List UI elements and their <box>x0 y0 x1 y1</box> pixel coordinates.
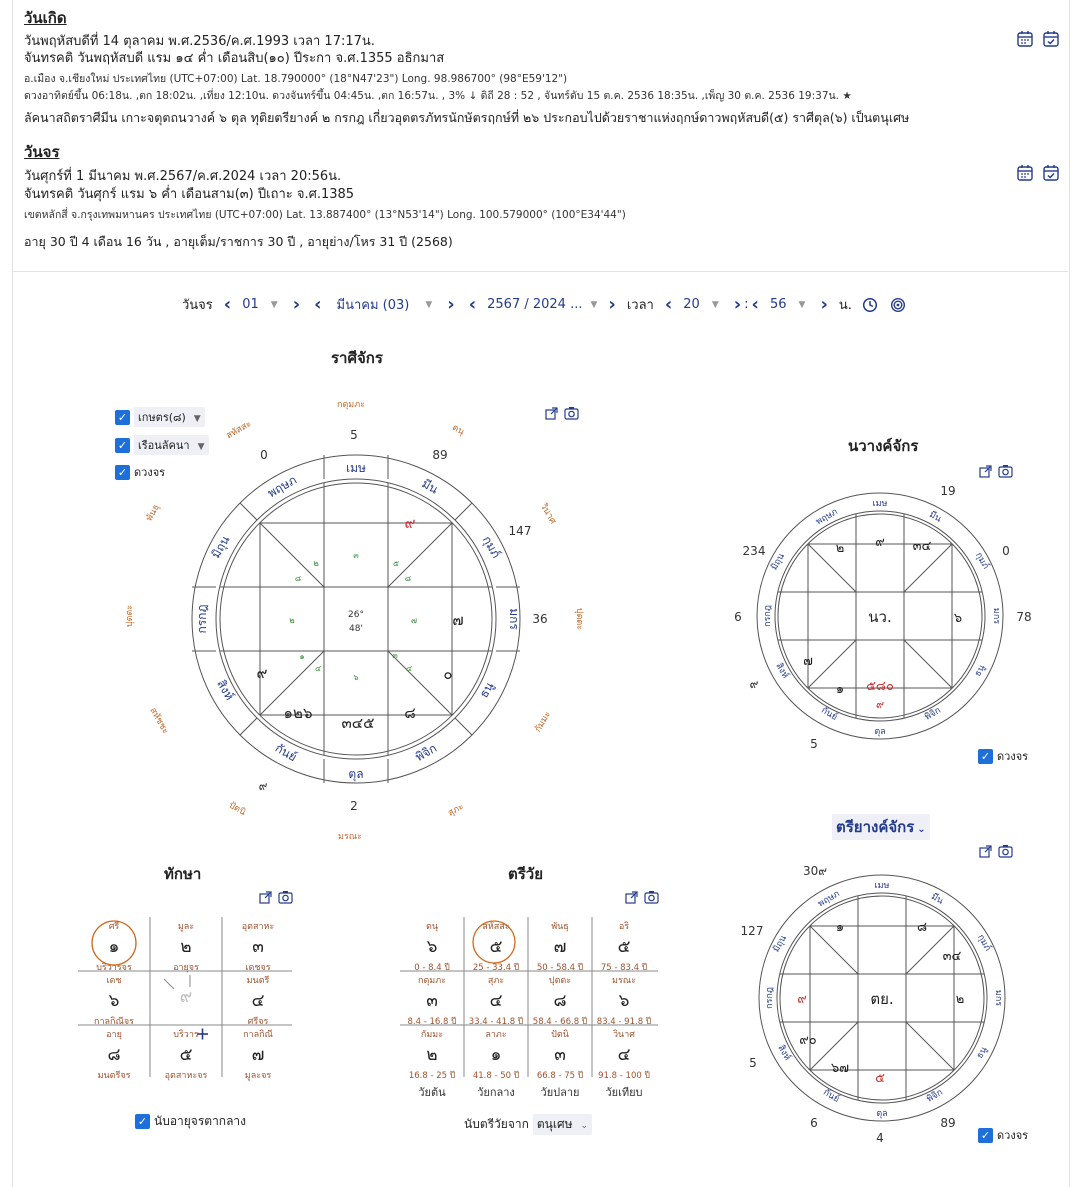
outer-number: 30๙ <box>802 864 828 878</box>
triwai-cell-range: 0 - 8.4 ปี <box>414 963 450 973</box>
taksa-cell <box>78 1027 150 1082</box>
bhava-label: ตนุ <box>450 422 466 438</box>
checkbox-checked-icon[interactable]: ✓ <box>135 1114 150 1129</box>
taksa-title: ทักษา <box>164 865 202 883</box>
hour-prev-button[interactable]: ‹ <box>664 294 673 315</box>
triwai-count-value[interactable]: ตนุเศษ <box>536 1117 573 1131</box>
treyang-chart <box>730 858 1030 1148</box>
triwai-title: ตรีวัย <box>508 865 544 883</box>
house-label: มกร <box>993 989 1003 1007</box>
triwai-cell-value: ๔ <box>617 1045 631 1065</box>
svg-text:๖: ๖ <box>353 673 359 682</box>
triwai-cell-value: ๕ <box>617 937 631 957</box>
transit-date-nav <box>178 294 906 315</box>
outer-number: 78 <box>1016 610 1032 624</box>
taksa-cell <box>78 973 150 1028</box>
chevron-down-icon[interactable]: ▼ <box>197 442 205 452</box>
planet-label: ๙ <box>797 992 807 1007</box>
clock-icon[interactable] <box>862 297 878 313</box>
outer-number: 0 <box>260 448 268 462</box>
triwai-cell-range: 50 - 58.4 ปี <box>536 963 584 973</box>
triwai-cell-top: สุภะ <box>487 976 505 986</box>
transit-toggle-label: ดวงจร <box>134 466 166 479</box>
planet-label: ๘ <box>404 704 416 722</box>
house-label: มิถุน <box>769 551 787 573</box>
rasi-chart <box>120 390 600 850</box>
triwai-cell-value: ๗ <box>553 937 567 957</box>
triwai-cell-top: ปัตนิ <box>551 1030 569 1040</box>
hour-next-button[interactable]: › <box>733 294 742 315</box>
camera-icon[interactable] <box>998 844 1013 858</box>
triwai-cell-top: อริ <box>618 922 630 932</box>
house-label: เมษ <box>872 499 888 509</box>
planet-label: ๙ <box>256 664 268 682</box>
triwai-cell-value: ๘ <box>553 991 567 1011</box>
minute-next-button[interactable]: › <box>820 294 828 315</box>
triwai-cell-value: ๖ <box>426 937 438 957</box>
taksa-cell-value: ๔ <box>251 991 265 1011</box>
svg-text:๒: ๒ <box>313 559 319 568</box>
taksa-cell-value: ๘ <box>107 1045 121 1065</box>
birth-place: อ.เมือง จ.เชียงใหม่ ประเทศไทย (UTC+07:00) Lat. 18.790000° (18°N47'23") Long. 98.986700° (98°E59'12") <box>24 73 568 85</box>
taksa-cell-value: ๓ <box>252 937 264 957</box>
calendar-check-icon[interactable] <box>1042 164 1060 182</box>
taksa-cell <box>222 973 294 1028</box>
planet-label: ๗ <box>803 654 813 669</box>
triwai-cell-value: ๓ <box>554 1045 566 1065</box>
triwai-cell-value: ๔ <box>489 991 503 1011</box>
kaset-select[interactable]: เกษตร(๘) <box>138 411 186 424</box>
transit-lunar: จันทรคติ วันศุกร์ แรม ๖ ค่ำ เดือนสาม(๓) ปีเถาะ จ.ศ.1385 <box>24 187 355 202</box>
camera-icon[interactable] <box>644 890 659 904</box>
house-label: พิจิก <box>923 705 943 723</box>
taksa-cell-bottom: บริวารจร <box>96 963 132 973</box>
house-label: กันย์ <box>272 740 300 765</box>
navamsa-transit-toggle[interactable] <box>978 747 1028 765</box>
planet-label: ๖ <box>953 611 963 626</box>
outer-number: 2 <box>350 799 358 813</box>
bhava-label: ปัตนิ <box>226 800 248 819</box>
triwai-cell <box>528 919 592 974</box>
planet-label: ๓๔๕ <box>341 714 375 732</box>
bhava-label: สหัชชะ <box>147 706 171 736</box>
bhava-label: ปุตตะ <box>574 607 584 631</box>
chevron-down-icon[interactable]: ▼ <box>590 299 598 310</box>
month-prev-button[interactable]: ‹ <box>314 294 322 315</box>
triwai-cell <box>464 919 528 974</box>
chevron-down-icon[interactable]: ⌄ <box>917 824 926 835</box>
outer-number: 234 <box>742 544 766 558</box>
chevron-down-icon[interactable]: ▼ <box>711 299 719 310</box>
checkbox-checked-icon[interactable]: ✓ <box>978 749 993 764</box>
house-label: ตุล <box>874 727 886 737</box>
planet-label: ๙ <box>404 514 416 532</box>
triwai-column-label: วัยปลาย <box>540 1086 580 1099</box>
navamsa-chart-title: นวางค์จักร <box>848 437 919 455</box>
taksa-cell-bottom: อายุจร <box>173 963 199 973</box>
house-label: พิจิก <box>412 740 440 765</box>
triwai-cell <box>400 919 464 974</box>
triwai-cell <box>464 1027 528 1082</box>
taksa-cell-bottom: เดชจร <box>245 963 271 973</box>
time-label: เวลา <box>626 298 654 313</box>
triwai-column-label: วัยต้น <box>418 1086 446 1099</box>
navamsa-center: นว. <box>868 608 892 626</box>
taksa-cell-bottom: อุตสาหะจร <box>164 1071 208 1081</box>
triwai-cell-top: กดุมภะ <box>418 976 446 986</box>
house-label: ตุล <box>348 767 364 781</box>
triwai-cell-top: กัมมะ <box>420 1030 444 1040</box>
outer-number: 5 <box>810 737 818 751</box>
outer-number: 5 <box>350 428 358 442</box>
treyang-select-label[interactable]: ตรียางค์จักร <box>836 818 915 836</box>
outer-number: 147 <box>508 524 532 538</box>
planet-label: ๙ <box>875 535 885 550</box>
planet-label: ๙ <box>875 698 885 711</box>
camera-icon[interactable] <box>998 464 1013 478</box>
outer-number: 89 <box>432 448 448 462</box>
rasi-chart-title: ราศีจักร <box>331 349 383 367</box>
house-label: ตุล <box>876 1109 888 1119</box>
house-label: กุมภ์ <box>973 550 991 572</box>
house-label: ธนู <box>973 663 988 679</box>
planet-label: ๑ <box>835 920 845 935</box>
chevron-down-icon[interactable]: ▼ <box>270 299 278 310</box>
taksa-cell-value: ๕ <box>179 1045 193 1065</box>
external-link-icon[interactable] <box>979 465 992 478</box>
house-label: พฤษภ <box>265 472 299 501</box>
house-label: ธนู <box>476 679 497 701</box>
house-label: เมษ <box>874 881 890 891</box>
svg-text:๕: ๕ <box>392 559 400 568</box>
treyang-center: ตย. <box>870 990 894 1008</box>
outer-number: 0 <box>1002 544 1010 558</box>
triwai-cell-value: ๖ <box>618 991 630 1011</box>
month-next-button[interactable]: › <box>447 294 455 315</box>
birth-heading: วันเกิด <box>24 9 67 27</box>
checkbox-checked-icon[interactable]: ✓ <box>115 465 130 480</box>
birth-lunar: จันทรคติ วันพฤหัสบดี แรม ๑๔ ค่ำ เดือนสิบ(๑๐) ปีระกา จ.ศ.1355 อธิกมาส <box>24 51 445 66</box>
checkbox-checked-icon[interactable]: ✓ <box>115 438 130 453</box>
bhava-label: วินาศ <box>537 501 558 527</box>
transit-place: เขตหลักสี่ จ.กรุงเทพมหานคร ประเทศไทย (UTC+07:00) Lat. 13.887400° (13°N53'14") Long. 100.579000° (100°E34'44") <box>24 209 626 221</box>
triwai-cell <box>400 973 464 1028</box>
house-label: ธนู <box>975 1045 990 1061</box>
planet-label: ๘ <box>916 920 928 935</box>
svg-text:๓: ๓ <box>353 551 359 560</box>
taksa-cell <box>222 1027 294 1082</box>
house-label: พฤษภ <box>816 889 842 910</box>
target-icon[interactable] <box>890 297 906 313</box>
triwai-cell-range: 33.4 - 41.8 ปี <box>468 1017 524 1027</box>
planet-label: ๖๗ <box>830 1061 850 1076</box>
bhava-label: ปุตตะ <box>125 604 135 628</box>
lagna-house-select[interactable]: เรือนลัคนา <box>138 439 190 452</box>
taksa-cell <box>78 919 150 974</box>
taksa-cell-top: กาลกิณี <box>243 1030 273 1040</box>
house-label: เมษ <box>346 461 366 475</box>
transit-date: วันศุกร์ที่ 1 มีนาคม พ.ศ.2567/ค.ศ.2024 เวลา 20:56น. <box>24 169 342 184</box>
outer-number: 4 <box>876 1131 884 1145</box>
taksa-cell-top: ศรี <box>108 922 120 932</box>
outer-number: ๙ <box>749 677 759 691</box>
taksa-cell-bottom: ศรีจร <box>247 1017 269 1027</box>
outer-number: 6 <box>810 1116 818 1130</box>
outer-number: 89 <box>940 1116 956 1130</box>
minute-select[interactable]: 56 <box>769 297 787 312</box>
triwai-cell-range: 91.8 - 100 ปี <box>598 1071 650 1081</box>
chevron-down-icon[interactable]: ▼ <box>798 299 806 310</box>
calendar-icon[interactable] <box>1016 164 1034 182</box>
taksa-cell-value: ๒ <box>180 937 192 957</box>
triwai-cell-range: 8.4 - 16.8 ปี <box>407 1017 457 1027</box>
planet-label: ๓๔ <box>942 949 962 964</box>
svg-text:๗: ๗ <box>410 616 418 625</box>
svg-text:๓: ๓ <box>392 651 398 660</box>
triwai-cell-top: วินาศ <box>613 1030 635 1040</box>
time-colon: : <box>744 297 749 312</box>
taksa-cell-top: เดช <box>106 976 122 986</box>
svg-text:๑: ๑ <box>299 652 305 661</box>
planet-label: ๗ <box>452 611 464 629</box>
count-age-toggle[interactable] <box>135 1112 246 1131</box>
house-label: กรกฎ <box>763 605 773 627</box>
taksa-cell-value: ๖ <box>108 991 120 1011</box>
camera-icon[interactable] <box>278 890 293 904</box>
house-label: พฤษภ <box>814 507 840 528</box>
triwai-count <box>464 1114 592 1135</box>
triwai-count-select[interactable] <box>533 1114 592 1135</box>
checkbox-checked-icon[interactable]: ✓ <box>978 1128 993 1143</box>
triwai-cell-range: 66.8 - 75 ปี <box>536 1071 584 1081</box>
day-select[interactable]: 01 <box>242 297 259 312</box>
hour-select[interactable]: 20 <box>683 297 700 312</box>
taksa-cell-bottom: มนตรีจร <box>97 1071 131 1081</box>
bhava-label: พันธุ <box>144 502 162 524</box>
triwai-cell-top: ลาภะ <box>485 1030 507 1040</box>
triwai-cell-top: พันธุ <box>551 922 569 932</box>
navamsa-chart <box>725 480 1040 755</box>
outer-number: 5 <box>749 1056 757 1070</box>
bhava-label: กัมมะ <box>533 709 554 735</box>
taksa-cell-bottom: กาลกิณีจร <box>94 1017 134 1027</box>
age-summary: อายุ 30 ปี 4 เดือน 16 วัน , อายุเต็ม/ราชการ 30 ปี , อายุย่าง/โหร 31 ปี (2568) <box>24 234 453 249</box>
external-link-icon[interactable] <box>259 891 272 904</box>
triwai-cell-top: ปุตตะ <box>548 976 572 986</box>
taksa-cell-top: มูละ <box>177 922 195 932</box>
triwai-cell-top: สหัสสะ <box>482 922 510 932</box>
svg-text:๔: ๔ <box>405 664 413 673</box>
triwai-cell-range: 58.4 - 66.8 ปี <box>532 1017 588 1027</box>
bhava-label: กดุมภะ <box>337 400 365 410</box>
house-label: พิจิก <box>925 1087 945 1105</box>
taksa-cell-value: ๑ <box>108 937 120 957</box>
svg-text:๔: ๔ <box>314 664 322 673</box>
outer-number: 127 <box>740 924 764 938</box>
outer-number: ๙ <box>258 779 268 793</box>
time-unit: น. <box>838 298 852 313</box>
triwai-cell-range: 25 - 33.4 ปี <box>472 963 520 973</box>
triwai-cell-top: มรณะ <box>612 976 636 986</box>
house-label: กรกฎ <box>765 987 775 1009</box>
navamsa-transit-label: ดวงจร <box>997 750 1029 763</box>
month-select[interactable]: มีนาคม (03) <box>336 298 410 313</box>
taksa-cell <box>150 973 222 1020</box>
triwai-cell-value: ๕ <box>489 937 503 957</box>
triwai-cell <box>528 1027 592 1082</box>
taksa-cell-value: ๙ <box>179 987 193 1007</box>
planet-label: ๑๒๖ <box>283 704 313 722</box>
triwai-cell <box>592 919 656 974</box>
planet-label: ๒ <box>835 541 845 556</box>
triwai-cell-value: ๒ <box>426 1045 438 1065</box>
day-prev-button[interactable]: ‹ <box>223 294 232 315</box>
triwai-count-label: นับตรีวัยจาก <box>464 1117 529 1131</box>
birth-sun-moon: ดวงอาทิตย์ขึ้น 06:18น. ,ตก 18:02น. ,เที่ยง 12:10น. ดวงจันทร์ขึ้น 04:45น. ,ตก 16:57น. , 3% ↓ ดิถี 28 : 52 , จันทร์ดับ 15 ต.ค. 2536 18:35น. ,เพ็ญ 30 ต.ค. 2536 19:37น. ★ <box>24 90 852 102</box>
taksa-cell-bottom <box>150 1010 222 1020</box>
svg-text:๒: ๒ <box>289 616 295 625</box>
day-label: วันจร <box>182 298 213 313</box>
year-prev-button[interactable]: ‹ <box>468 294 477 315</box>
count-age-label: นับอายุจรตากลาง <box>154 1114 247 1128</box>
chevron-down-icon[interactable]: ⌄ <box>580 1121 589 1131</box>
house-label: สิงห์ <box>773 661 791 681</box>
year-select[interactable]: 2567 / 2024 ... <box>487 297 583 312</box>
triwai-cell-value: ๓ <box>426 991 438 1011</box>
calendar-icon[interactable] <box>1016 30 1034 48</box>
bhava-label: สุภะ <box>446 801 466 819</box>
triwai-cell-range: 83.4 - 91.8 ปี <box>596 1017 652 1027</box>
svg-text:๘: ๘ <box>404 574 412 583</box>
birth-lagna: ลัคนาสถิตราศีมีน เกาะจตุตถนวางค์ ๖ ตุล ทุติยตรียางค์ ๒ กรกฎ เกี่ยวอุตตรภัทรนักษัตรฤกษ์ที่ ๒๖ ประกอบไปด้วยราชาแห่งฤกษ์ดาวพฤหัสบดี(๕) ราศีตุล(๖) เป็นตนุเศษ <box>24 110 910 125</box>
birth-date: วันพฤหัสบดีที่ 14 ตุลาคม พ.ศ.2536/ค.ศ.1993 เวลา 17:17น. <box>24 34 375 49</box>
triwai-column-label: วัยกลาง <box>477 1086 515 1099</box>
divider <box>12 271 1068 272</box>
planet-label: ๒ <box>955 992 965 1007</box>
planet-label: ๑ <box>835 682 845 697</box>
triwai-cell <box>400 1027 464 1082</box>
taksa-cell-top: อายุ <box>106 1030 122 1040</box>
taksa-cell <box>150 919 222 974</box>
planet-label: ๕ <box>875 1071 885 1086</box>
house-label: มกร <box>507 608 521 630</box>
year-next-button[interactable]: › <box>608 294 616 315</box>
treyang-transit-label: ดวงจร <box>997 1129 1029 1142</box>
taksa-cell-top: มนตรี <box>246 976 270 986</box>
center-degree: 26° <box>348 610 364 620</box>
planet-label: ๐ <box>443 665 453 683</box>
minute-prev-button[interactable]: ‹ <box>751 294 759 315</box>
house-label: สิงห์ <box>214 677 237 703</box>
treyang-select[interactable] <box>832 814 930 840</box>
triwai-cell-range: 75 - 83.4 ปี <box>600 963 648 973</box>
calendar-check-icon[interactable] <box>1042 30 1060 48</box>
house-label: มีน <box>419 476 441 497</box>
house-label: สิงห์ <box>775 1043 793 1063</box>
house-label: กันย์ <box>819 705 839 723</box>
taksa-cell-top <box>150 973 222 983</box>
taksa-cell <box>150 1027 222 1082</box>
taksa-cell-top: อุตสาหะ <box>241 922 275 932</box>
center-minute: 48' <box>349 624 363 634</box>
taksa-cell-bottom: มูละจร <box>244 1071 272 1081</box>
outer-number: 6 <box>734 610 742 624</box>
house-label: กุมภ์ <box>479 533 504 561</box>
taksa-cell-value: ๗ <box>251 1045 265 1065</box>
house-label: มิถุน <box>208 533 233 561</box>
triwai-cell-top: ตนุ <box>426 922 438 932</box>
planet-label: ๓๔ <box>912 539 932 554</box>
transit-heading: วันจร <box>24 143 60 161</box>
external-link-icon[interactable] <box>979 845 992 858</box>
bhava-label: สหัสสะ <box>224 419 254 442</box>
triwai-column-label: วัยเทียบ <box>605 1086 643 1099</box>
house-label: มิถุน <box>771 933 789 955</box>
bhava-label: มรณะ <box>338 832 362 842</box>
house-label: มกร <box>991 607 1001 625</box>
checkbox-checked-icon[interactable]: ✓ <box>115 410 130 425</box>
chevron-down-icon[interactable]: ▼ <box>425 299 433 310</box>
outer-number: 19 <box>940 484 956 498</box>
svg-text:๘: ๘ <box>294 574 302 583</box>
planet-label: ๕๘๐ <box>866 679 894 694</box>
chevron-down-icon[interactable]: ▼ <box>193 414 201 424</box>
planet-label: ๙๐ <box>799 1033 817 1048</box>
triwai-cell <box>528 973 592 1028</box>
triwai-cell-range: 16.8 - 25 ปี <box>408 1071 456 1081</box>
day-next-button[interactable]: › <box>292 294 301 315</box>
treyang-transit-toggle[interactable] <box>978 1126 1028 1144</box>
triwai-cell-range: 41.8 - 50 ปี <box>472 1071 520 1081</box>
house-label: มีน <box>929 891 945 907</box>
triwai-cell <box>592 973 656 1028</box>
house-label: มีน <box>927 509 943 525</box>
house-label: กุมภ์ <box>975 932 993 954</box>
house-label: กรกฎ <box>195 604 209 634</box>
external-link-icon[interactable] <box>625 891 638 904</box>
taksa-cell <box>222 919 294 974</box>
taksa-cell-top: บริวาร <box>173 1030 199 1040</box>
outer-number: 36 <box>532 612 548 626</box>
house-label: กันย์ <box>821 1087 841 1105</box>
triwai-cell <box>464 973 528 1028</box>
triwai-cell-value: ๑ <box>490 1045 502 1065</box>
triwai-cell <box>592 1027 656 1082</box>
